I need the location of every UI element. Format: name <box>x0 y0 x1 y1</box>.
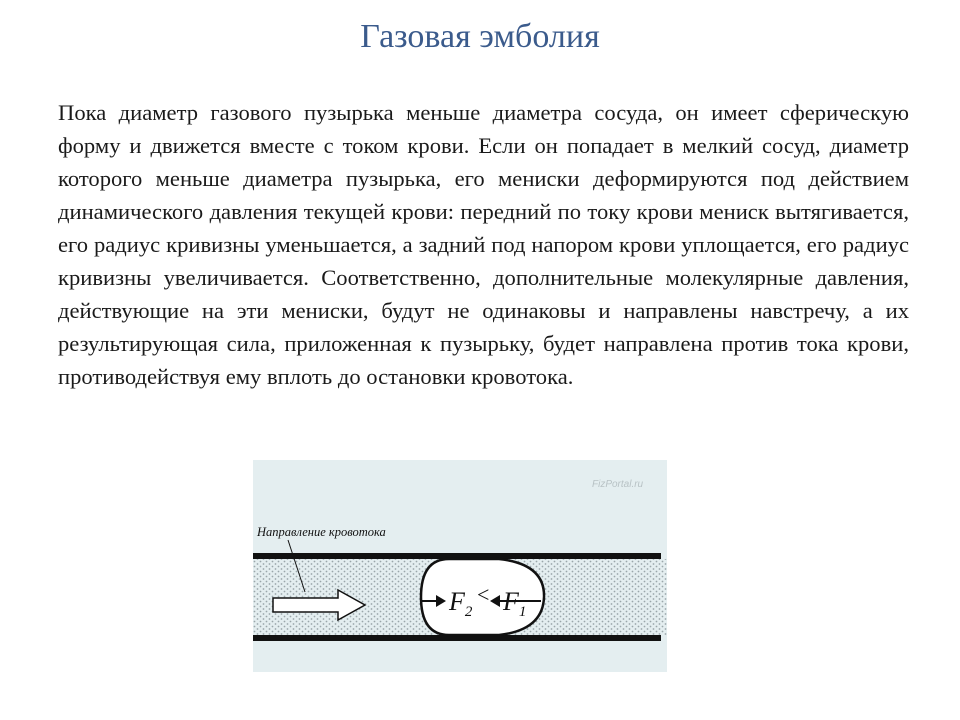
body-paragraph: Пока диаметр газового пузырька меньше диаметра сосуда, он имеет сферическую форму и движется вместе с током крови. Если он попадает в мелкий сосуд, диаметр которого меньше диаметра пузырька, его мениски деформируются под действием динамического давления текущей крови: передний по току крови мениск вытягивается, его радиус кривизны уменьшается, а задний под напором крови уплощается, его радиус кривизны увеличивается. Соответственно, дополнительные молекулярные давления, действующие на эти мениски, будут не одинаковы и направлены навстречу, а их результирующая сила, приложенная к пузырьку, будет направлена против тока крови, противодействуя ему вплоть до остановки кровотока. <box>58 100 909 389</box>
slide-title: Газовая эмболия <box>360 18 600 55</box>
gas-embolism-diagram <box>253 460 667 672</box>
watermark: FizPortal.ru <box>592 479 644 490</box>
flow-direction-label: Направление кровотока <box>257 525 386 539</box>
formula-f2: $F_2$ <box>449 587 473 620</box>
formula-f1: $F_1$ <box>503 587 527 620</box>
formula-operator: < <box>477 582 490 607</box>
